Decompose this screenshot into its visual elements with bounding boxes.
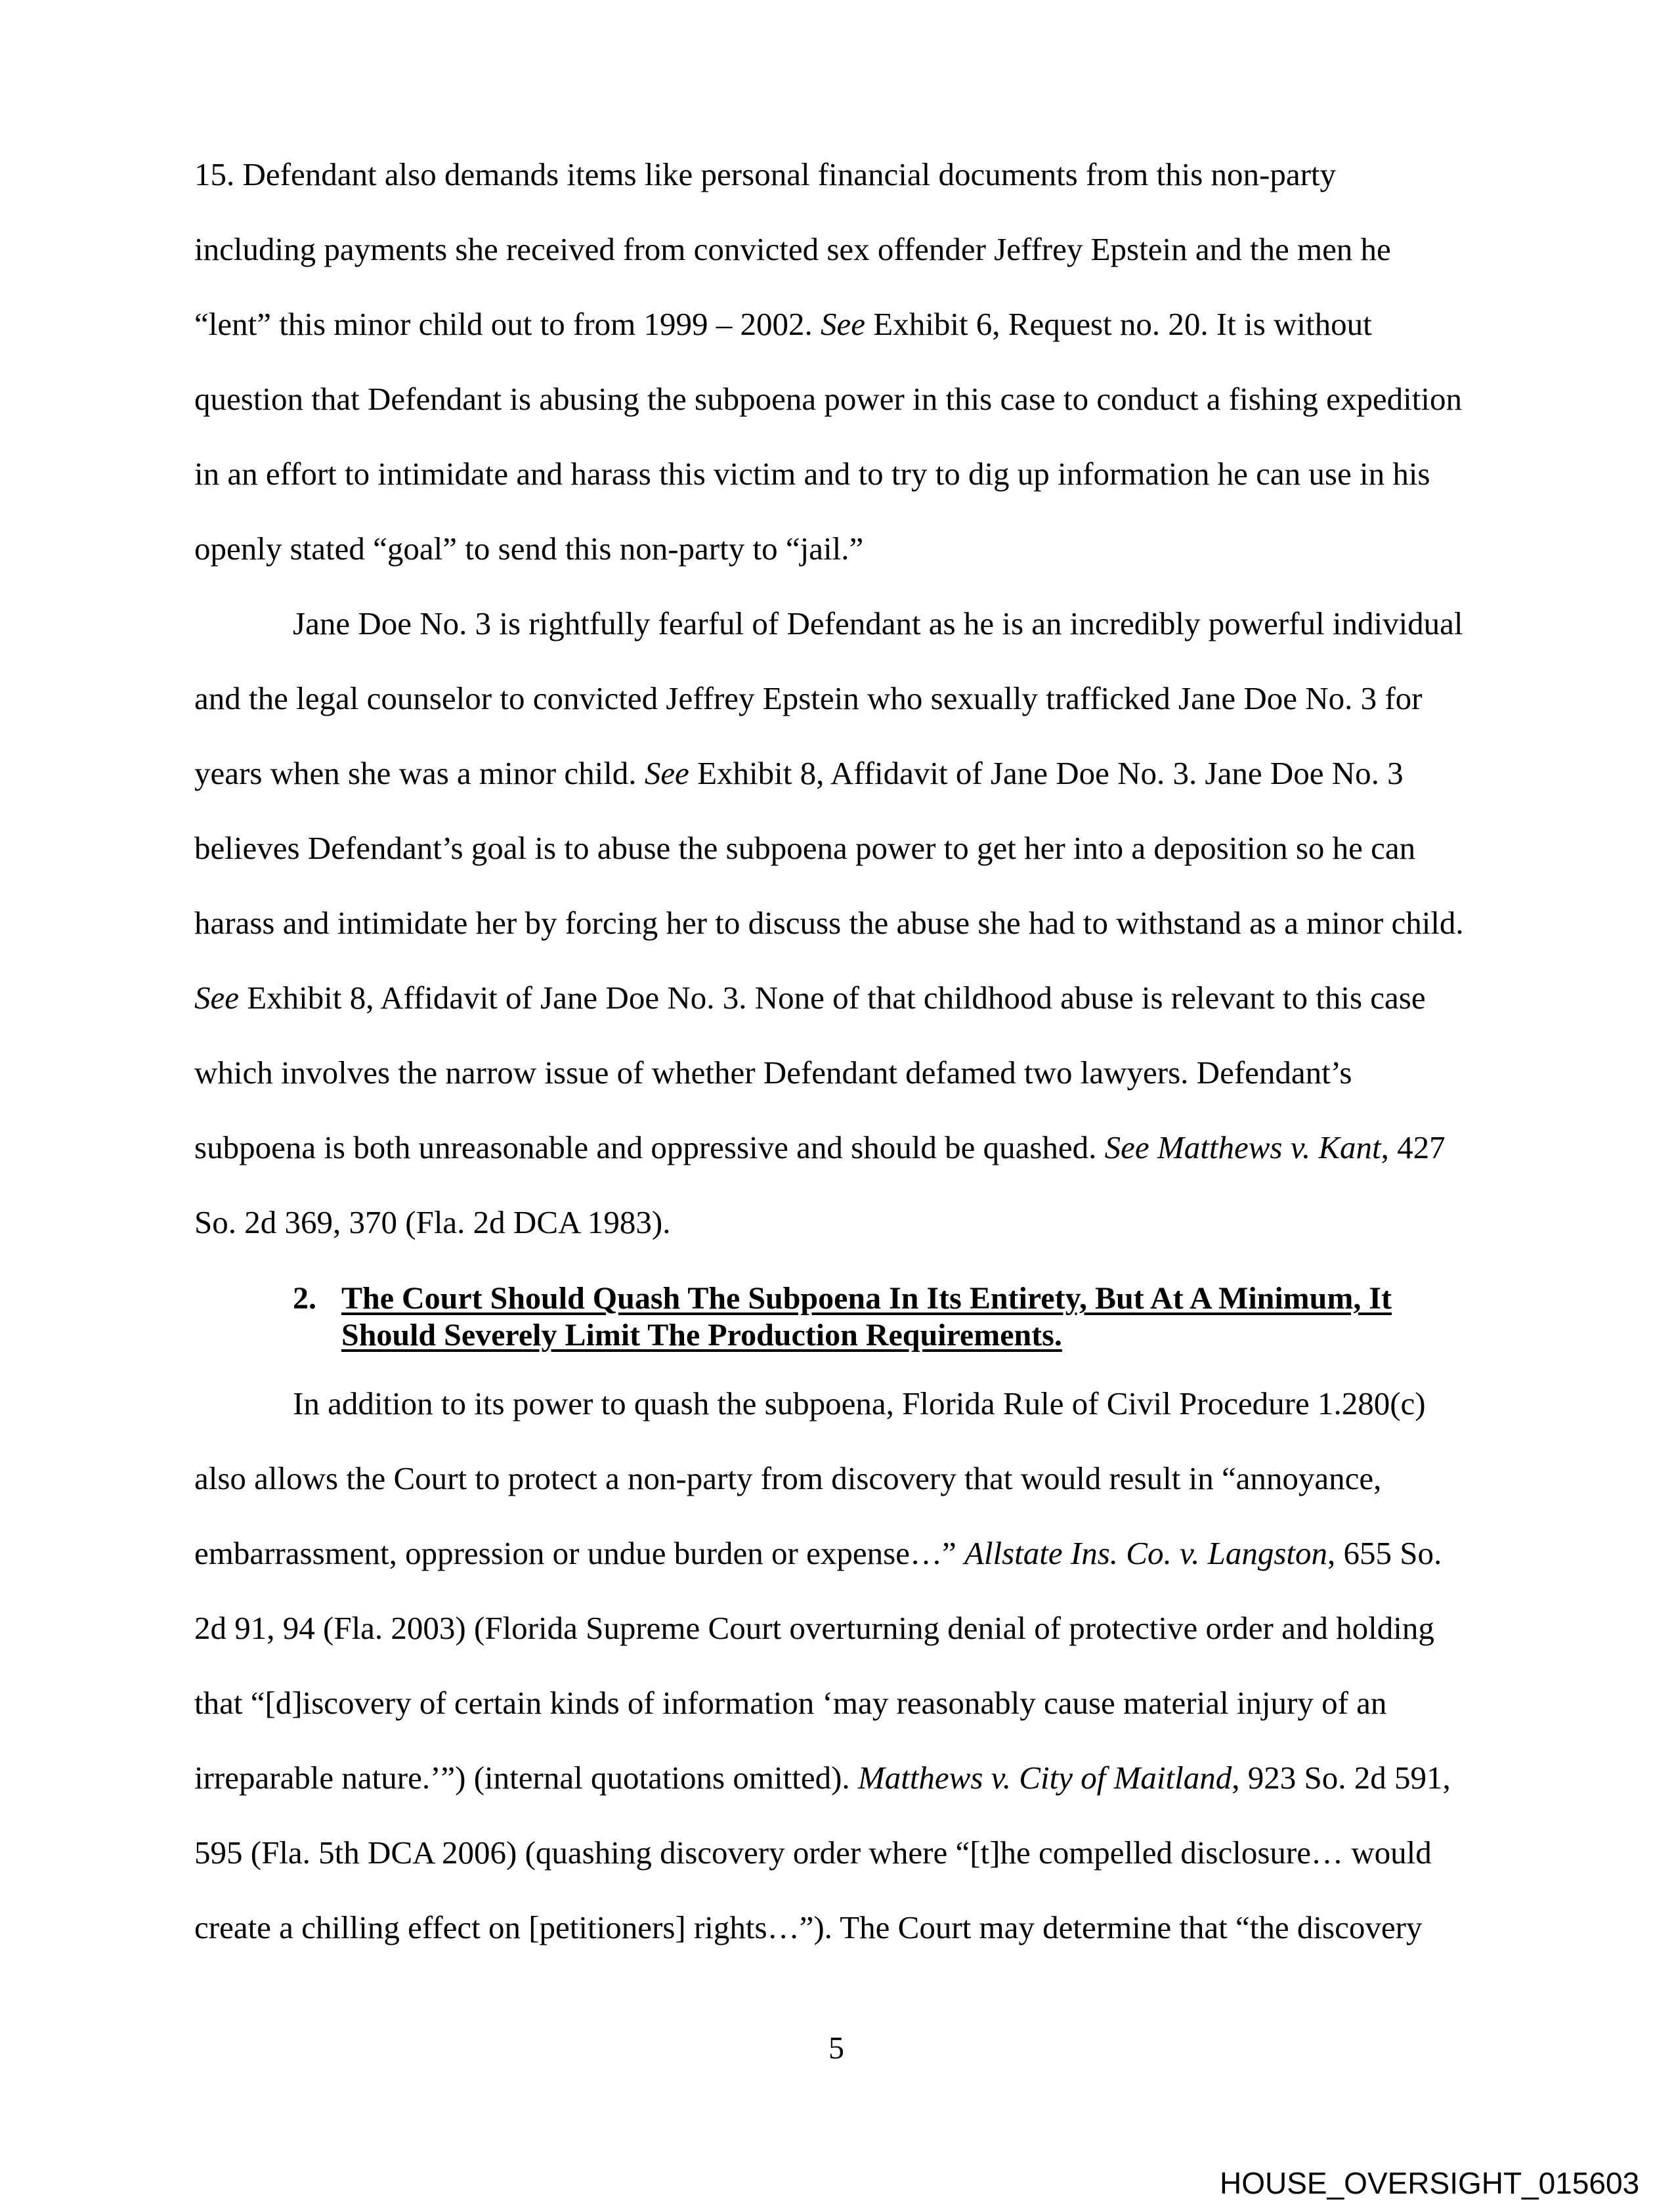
- citation-signal-italic: See: [821, 306, 866, 342]
- text-line: [194, 978, 1426, 1018]
- text-line: believes Defendant’s goal is to abuse the subpoena power to get her into a deposition so he can: [194, 830, 1416, 866]
- text-line: question that Defendant is abusing the subpoena power in this case to conduct a fishing expedition: [194, 381, 1462, 417]
- text-line: which involves the narrow issue of whether Defendant defamed two lawyers. Defendant’s: [194, 1054, 1352, 1091]
- text-span: irreparable nature.’”) (internal quotations omitted).: [194, 1760, 858, 1796]
- text-line: 15. Defendant also demands items like personal financial documents from this non-party: [194, 156, 1337, 192]
- text-line: openly stated “goal” to send this non-party to “jail.”: [194, 531, 864, 567]
- heading-text: The Court Should Quash The Subpoena In Its Entirety, But At A Minimum, It: [341, 1281, 1392, 1316]
- case-citation-italic: Matthews v. City of Maitland: [857, 1760, 1232, 1796]
- text-span: subpoena is both unreasonable and oppressive and should be quashed.: [194, 1129, 1105, 1165]
- text-line: including payments she received from convicted sex offender Jeffrey Epstein and the men he: [194, 231, 1391, 267]
- text-line: that “[d]iscovery of certain kinds of information ‘may reasonably cause material injury of an: [194, 1685, 1387, 1721]
- text-line: [194, 1128, 1446, 1167]
- citation-signal-italic: See: [644, 755, 689, 791]
- text-line: harass and intimidate her by forcing her to discuss the abuse she had to withstand as a minor child.: [194, 905, 1464, 941]
- text-line: In addition to its power to quash the subpoena, Florida Rule of Civil Procedure 1.280(c): [293, 1385, 1426, 1421]
- text-line: So. 2d 369, 370 (Fla. 2d DCA 1983).: [194, 1204, 671, 1240]
- heading-text: Should Severely Limit The Production Requirements.: [341, 1318, 1062, 1353]
- text-line: [194, 1534, 1442, 1573]
- text-line: 595 (Fla. 5th DCA 2006) (quashing discovery order where “[t]he compelled disclosure… would: [194, 1834, 1432, 1871]
- text-span: Exhibit 8, Affidavit of Jane Doe No. 3. None of that childhood abuse is relevant to this case: [239, 980, 1426, 1016]
- section-heading-line: [341, 1280, 1392, 1317]
- text-span: Exhibit 8, Affidavit of Jane Doe No. 3. Jane Doe No. 3: [689, 755, 1404, 791]
- text-span: , 655 So.: [1327, 1535, 1442, 1571]
- text-line: [194, 305, 1372, 344]
- text-span: “lent” this minor child out to from 1999 – 2002.: [194, 306, 821, 342]
- bates-stamp: HOUSE_OVERSIGHT_015603: [1220, 2166, 1640, 2200]
- citation-signal-italic: See: [194, 980, 239, 1016]
- section-heading-line: [341, 1317, 1062, 1354]
- text-line: create a chilling effect on [petitioners] rights…”). The Court may determine that “the discovery: [194, 1909, 1423, 1945]
- text-line: also allows the Court to protect a non-party from discovery that would result in “annoyance,: [194, 1460, 1382, 1496]
- case-citation-italic: See Matthews v. Kant: [1104, 1129, 1381, 1165]
- text-span: , 427: [1381, 1129, 1446, 1165]
- text-line: [194, 754, 1404, 793]
- text-span: , 923 So. 2d 591,: [1232, 1760, 1451, 1796]
- text-span: years when she was a minor child.: [194, 755, 645, 791]
- text-line: [194, 1758, 1451, 1798]
- case-citation-italic: Allstate Ins. Co. v. Langston: [964, 1535, 1328, 1571]
- text-line: 2d 91, 94 (Fla. 2003) (Florida Supreme Court overturning denial of protective order and holding: [194, 1610, 1434, 1646]
- text-span: Exhibit 6, Request no. 20. It is without: [865, 306, 1372, 342]
- text-line: and the legal counselor to convicted Jeffrey Epstein who sexually trafficked Jane Doe No. 3 for: [194, 680, 1423, 716]
- text-line: Jane Doe No. 3 is rightfully fearful of Defendant as he is an incredibly powerful individual: [293, 605, 1463, 641]
- page-number: 5: [828, 2031, 844, 2066]
- text-line: in an effort to intimidate and harass this victim and to try to dig up information he can use in his: [194, 456, 1430, 492]
- text-span: embarrassment, oppression or undue burden or expense…”: [194, 1535, 964, 1571]
- section-number: 2.: [293, 1281, 316, 1316]
